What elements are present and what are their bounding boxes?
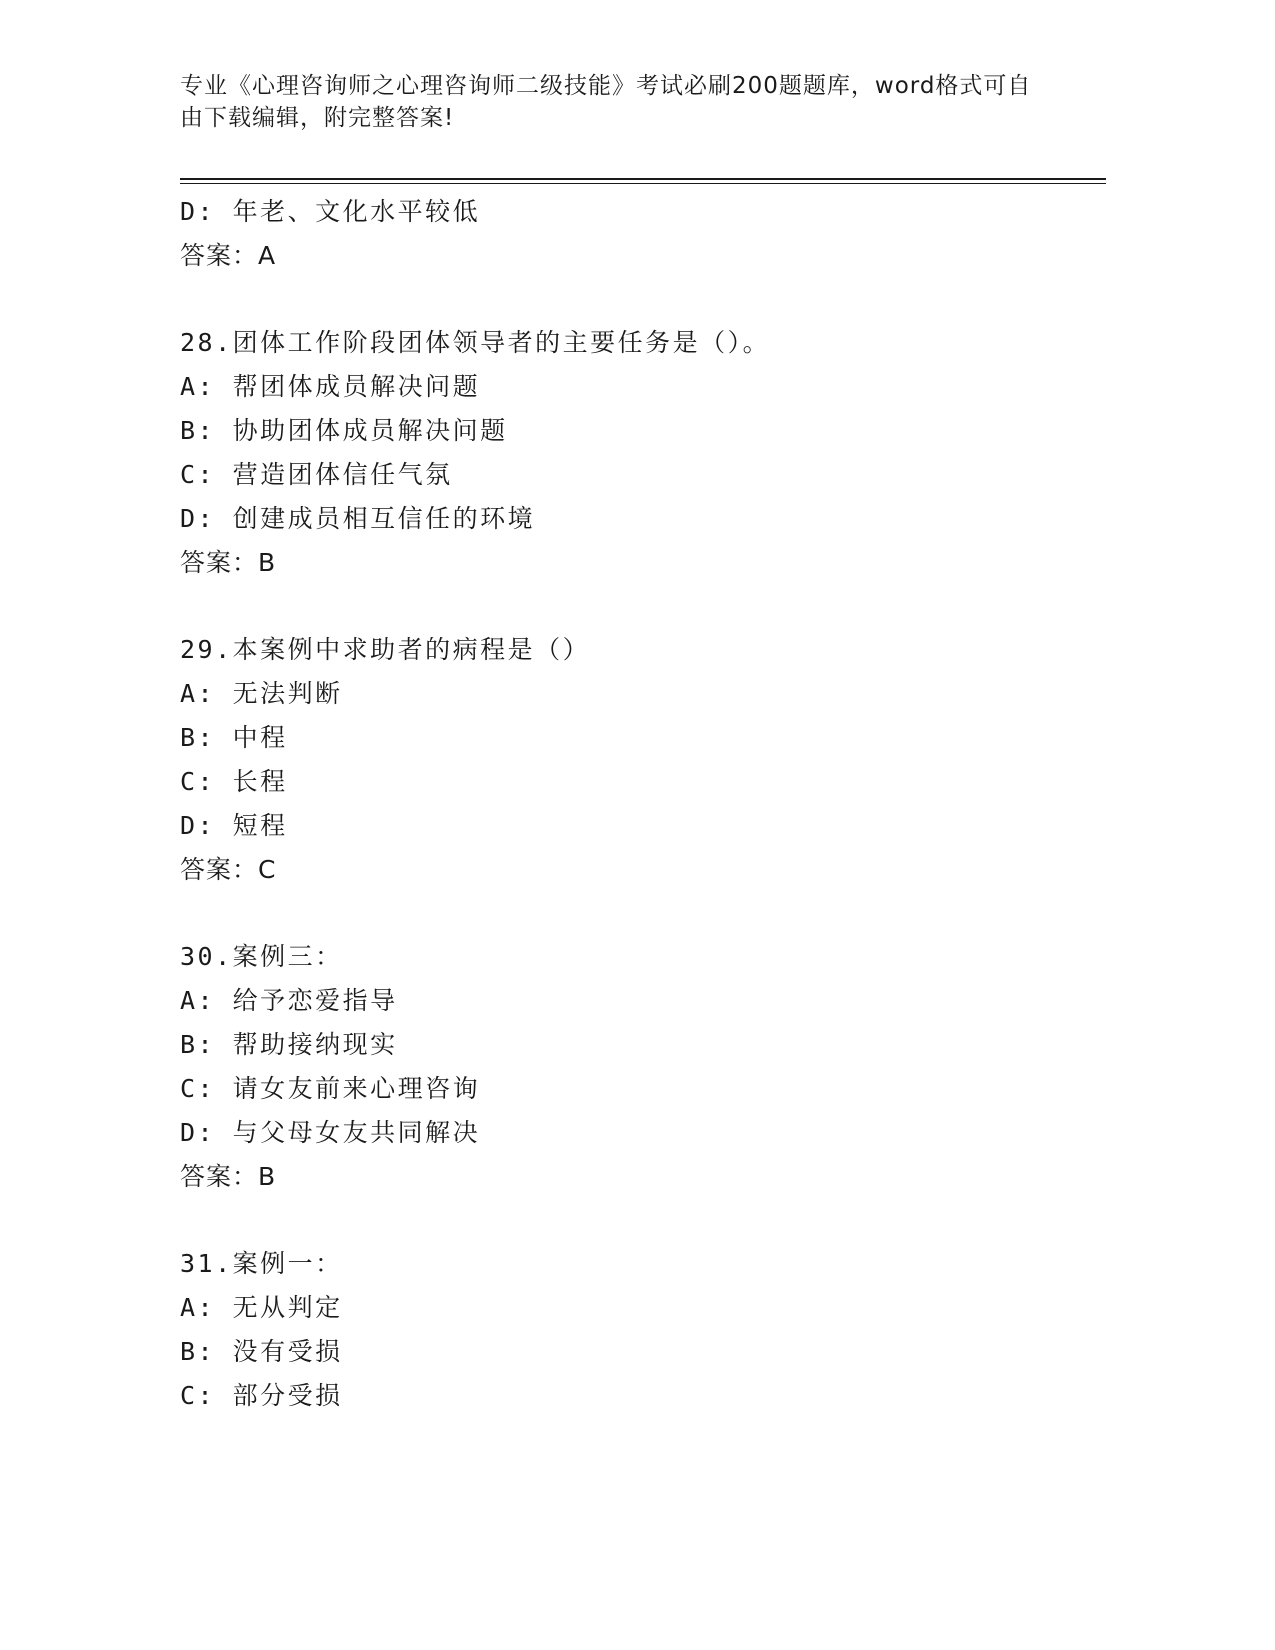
option-b: B: 没有受损 [180,1337,343,1366]
option-d: D: 创建成员相互信任的环境 [180,504,536,533]
question-stem: 31.案例一： [180,1249,343,1278]
question-31 [180,1242,1106,1418]
question-stem: 29.本案例中求助者的病程是（） [180,635,591,664]
option-d: D: 与父母女友共同解决 [180,1118,481,1147]
question-28 [180,321,1106,585]
answer: 答案：A [180,241,277,270]
header-line-1: 专业《心理咨询师之心理咨询师二级技能》考试必刷200题题库，word格式可自 [180,73,1032,99]
option-b: B: 帮助接纳现实 [180,1030,398,1059]
option-c: C: 部分受损 [180,1381,343,1410]
question-stem: 28.团体工作阶段团体领导者的主要任务是（）。 [180,328,771,357]
header-rule-thin [180,183,1106,184]
answer: 答案：B [180,548,277,577]
answer: 答案：C [180,855,277,884]
header-line-2: 由下载编辑，附完整答案! [180,105,455,131]
option-a: A: 给予恋爱指导 [180,986,398,1015]
answer: 答案：B [180,1162,277,1191]
document-header [180,70,1060,134]
option-a: A: 帮团体成员解决问题 [180,372,481,401]
option-c: C: 长程 [180,767,288,796]
question-stem: 30.案例三： [180,942,343,971]
question-list [180,190,1106,1418]
option-d: D: 年老、文化水平较低 [180,197,481,226]
question-29 [180,628,1106,892]
option-b: B: 中程 [180,723,288,752]
option-d: D: 短程 [180,811,288,840]
header-rule-thick [180,178,1106,180]
option-a: A: 无法判断 [180,679,343,708]
option-c: C: 请女友前来心理咨询 [180,1074,481,1103]
option-c: C: 营造团体信任气氛 [180,460,453,489]
option-b: B: 协助团体成员解决问题 [180,416,508,445]
question-30 [180,935,1106,1199]
option-a: A: 无从判定 [180,1293,343,1322]
